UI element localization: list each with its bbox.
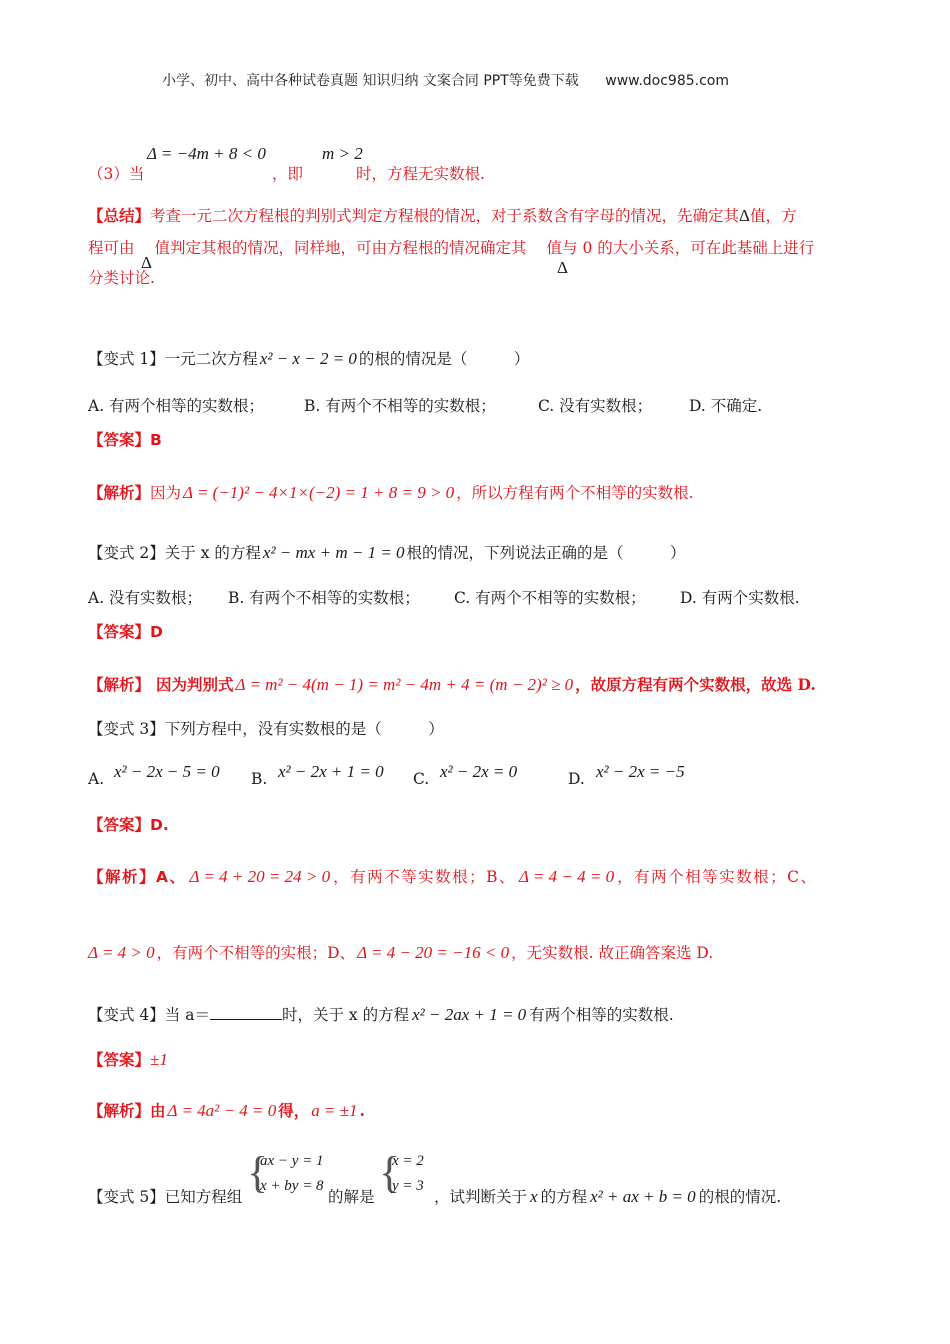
v5-system-1-line-1: ax − y = 1 <box>260 1153 324 1169</box>
v3-analysis-b-eq: Δ = 4 − 4 = 0 <box>518 867 615 886</box>
v1-equation: x² − x − 2 = 0 <box>259 349 357 368</box>
v5-variable: x <box>530 1187 538 1206</box>
system-1-brace: { <box>247 1148 269 1197</box>
v3-option-a-eq: x² − 2x − 5 = 0 <box>114 762 220 781</box>
v2-equation: x² − mx + m − 1 = 0 <box>262 543 405 562</box>
v3-answer <box>88 813 169 835</box>
v3-analysis-d-eq: Δ = 4 − 20 = −16 < 0 <box>357 943 510 962</box>
v1-option-b: B. 有两个不相等的实数根； <box>304 397 496 415</box>
v2-answer-tag: 【答案】 <box>88 623 151 641</box>
v2-answer-value: D <box>150 623 163 641</box>
v1-analysis-post: ，所以方程有两个不相等的实数根. <box>456 484 694 502</box>
v1-analysis-tag: 【解析】 <box>88 483 151 502</box>
v3-analysis-a-pre: A、 <box>156 868 187 886</box>
v5-system-1-line-2: x + by = 8 <box>260 1178 324 1194</box>
summary-delta-a: Δ <box>141 253 152 272</box>
v2-question <box>88 541 686 563</box>
v3-analysis-tag: 【解析】 <box>88 867 157 886</box>
part3-label: （3）当 <box>88 165 145 183</box>
v1-option-d: D. 不确定. <box>689 397 763 415</box>
summary-text-2b: 值判定其根的情况，同样地，可由方程根的情况确定其 <box>154 239 527 257</box>
v3-analysis-d-post: ，无实数根. 故正确答案选 D. <box>511 944 714 962</box>
summary-tag: 【总结】 <box>88 206 151 225</box>
v2-option-d: D. 有两个实数根. <box>680 589 800 607</box>
v3-analysis-b-post: ，有两个相等实数根；C、 <box>617 868 818 886</box>
v4-analysis-pre: 由 <box>150 1101 166 1120</box>
v4-post: 有两个相等的实数根. <box>529 1006 674 1024</box>
v3-question-text: 下列方程中，没有实数根的是（ ） <box>164 720 444 738</box>
v3-analysis-line-1 <box>88 865 817 887</box>
v5-label-pre <box>88 1185 242 1207</box>
part3-equation-1: Δ = −4m + 8 < 0 <box>147 144 266 163</box>
v4-equation: x² − 2ax + 1 = 0 <box>412 1005 527 1024</box>
part3-mid: ，即 <box>272 165 304 183</box>
summary-delta: Δ <box>739 206 750 225</box>
v3-analysis-line-2 <box>88 941 713 963</box>
v5-system-2-line-1: x = 2 <box>392 1153 424 1169</box>
v4-question <box>88 1003 674 1025</box>
part3-equation-2: m > 2 <box>322 144 363 163</box>
v3-option-d-label: D. <box>568 770 585 788</box>
v4-analysis-equation: Δ = 4a² − 4 = 0 <box>167 1101 277 1120</box>
v4-answer-tag: 【答案】 <box>88 1051 151 1069</box>
v3-option-b-label: B. <box>251 770 268 788</box>
v1-pre: 一元二次方程 <box>164 350 258 368</box>
v2-answer <box>88 620 163 642</box>
summary-line-1 <box>88 204 796 226</box>
v5-post-3: 的根的情况. <box>698 1188 782 1206</box>
v3-analysis-c-eq: Δ = 4 > 0 <box>88 943 155 962</box>
v4-answer-value: ±1 <box>150 1050 168 1069</box>
v2-option-c: C. 有两个不相等的实数根； <box>454 589 646 607</box>
v5-system-2-line-2: y = 3 <box>392 1178 424 1194</box>
v3-option-c-label: C. <box>413 770 430 788</box>
v3-analysis-a-eq: Δ = 4 + 20 = 24 > 0 <box>189 867 331 886</box>
v3-question <box>88 717 444 739</box>
v5-post-1: ，试判断关于 <box>434 1188 528 1206</box>
v4-analysis-end: . <box>359 1101 365 1120</box>
v2-option-b: B. 有两个不相等的实数根； <box>228 589 420 607</box>
v5-post <box>434 1185 781 1207</box>
v1-analysis-pre: 因为 <box>150 484 182 502</box>
v3-answer-tag: 【答案】 <box>88 816 151 834</box>
v2-pre: 关于 x 的方程 <box>164 544 261 562</box>
v2-analysis-pre: 因为判别式 <box>156 675 234 694</box>
v1-post: 的根的情况是（ ） <box>358 350 530 368</box>
v3-option-d-eq: x² − 2x = −5 <box>596 762 685 781</box>
v2-analysis-equation: Δ = m² − 4(m − 1) = m² − 4m + 4 = (m − 2)² ≥ 0 <box>235 675 574 694</box>
v3-analysis-c-post: ，有两个不相等的实根；D、 <box>156 944 356 962</box>
v5-pre: 已知方程组 <box>164 1188 243 1206</box>
v4-analysis-mid: 得， <box>278 1101 310 1120</box>
v4-analysis-result: a = ±1 <box>311 1101 358 1120</box>
v4-analysis-tag: 【解析】 <box>88 1101 151 1120</box>
v4-analysis <box>88 1099 365 1121</box>
v2-analysis-post: ，故原方程有两个实数根，故选 D. <box>575 675 816 694</box>
v5-mid: 的解是 <box>328 1188 375 1206</box>
summary-delta-b: Δ <box>557 258 568 277</box>
v3-analysis-a-post: ，有两不等实数根；B、 <box>333 868 516 886</box>
header-text: 小学、初中、高中各种试卷真题 知识归纳 文案合同 PPT等免费下载 <box>162 73 579 89</box>
summary-text-2a: 程可由 <box>88 239 135 257</box>
v1-analysis-equation: Δ = (−1)² − 4×1×(−2) = 1 + 8 = 9 > 0 <box>183 483 455 502</box>
summary-text-1: 考查一元二次方程根的判别式判定方程根的情况，对于系数含有字母的情况，先确定其 <box>150 207 740 225</box>
v2-post: 根的情况，下列说法正确的是（ ） <box>406 544 686 562</box>
v3-option-b-eq: x² − 2x + 1 = 0 <box>278 762 384 781</box>
v1-option-a: A. 有两个相等的实数根； <box>88 397 265 415</box>
v2-analysis-tag: 【解析】 <box>88 675 151 694</box>
v4-answer <box>88 1048 168 1070</box>
v4-answer-blank[interactable] <box>210 1005 282 1020</box>
part3-tail: 时，方程无实数根. <box>356 165 485 183</box>
v2-label: 【变式 2】 <box>88 544 165 562</box>
v1-option-c: C. 没有实数根； <box>538 397 653 415</box>
v3-option-c-eq: x² − 2x = 0 <box>440 762 518 781</box>
v4-mid: 时，关于 x 的方程 <box>281 1006 410 1024</box>
v1-answer-tag: 【答案】 <box>88 431 151 449</box>
summary-text-2c: 值与 0 的大小关系，可在此基础上进行 <box>546 239 815 257</box>
v5-label: 【变式 5】 <box>88 1188 165 1206</box>
v1-label: 【变式 1】 <box>88 350 165 368</box>
v5-equation: x² + ax + b = 0 <box>590 1187 696 1206</box>
v3-option-a-label: A. <box>88 770 105 788</box>
header-url[interactable]: www.doc985.com <box>605 73 729 89</box>
v4-pre: 当 a＝ <box>164 1006 210 1024</box>
header-banner <box>162 70 729 90</box>
v2-analysis <box>88 673 816 695</box>
v5-post-2: 的方程 <box>540 1188 588 1206</box>
v1-answer <box>88 428 162 450</box>
v3-label: 【变式 3】 <box>88 720 165 738</box>
summary-text-1-tail: 值，方 <box>749 207 797 225</box>
v1-answer-value: B <box>150 431 162 449</box>
summary-line-3: 分类讨论. <box>88 269 155 287</box>
v1-question <box>88 347 529 369</box>
v1-analysis <box>88 481 694 503</box>
v2-option-a: A. 没有实数根； <box>88 589 203 607</box>
v4-label: 【变式 4】 <box>88 1006 165 1024</box>
summary-line-2 <box>88 236 814 258</box>
v3-answer-value: D. <box>150 816 169 834</box>
system-2-brace: { <box>379 1148 401 1197</box>
